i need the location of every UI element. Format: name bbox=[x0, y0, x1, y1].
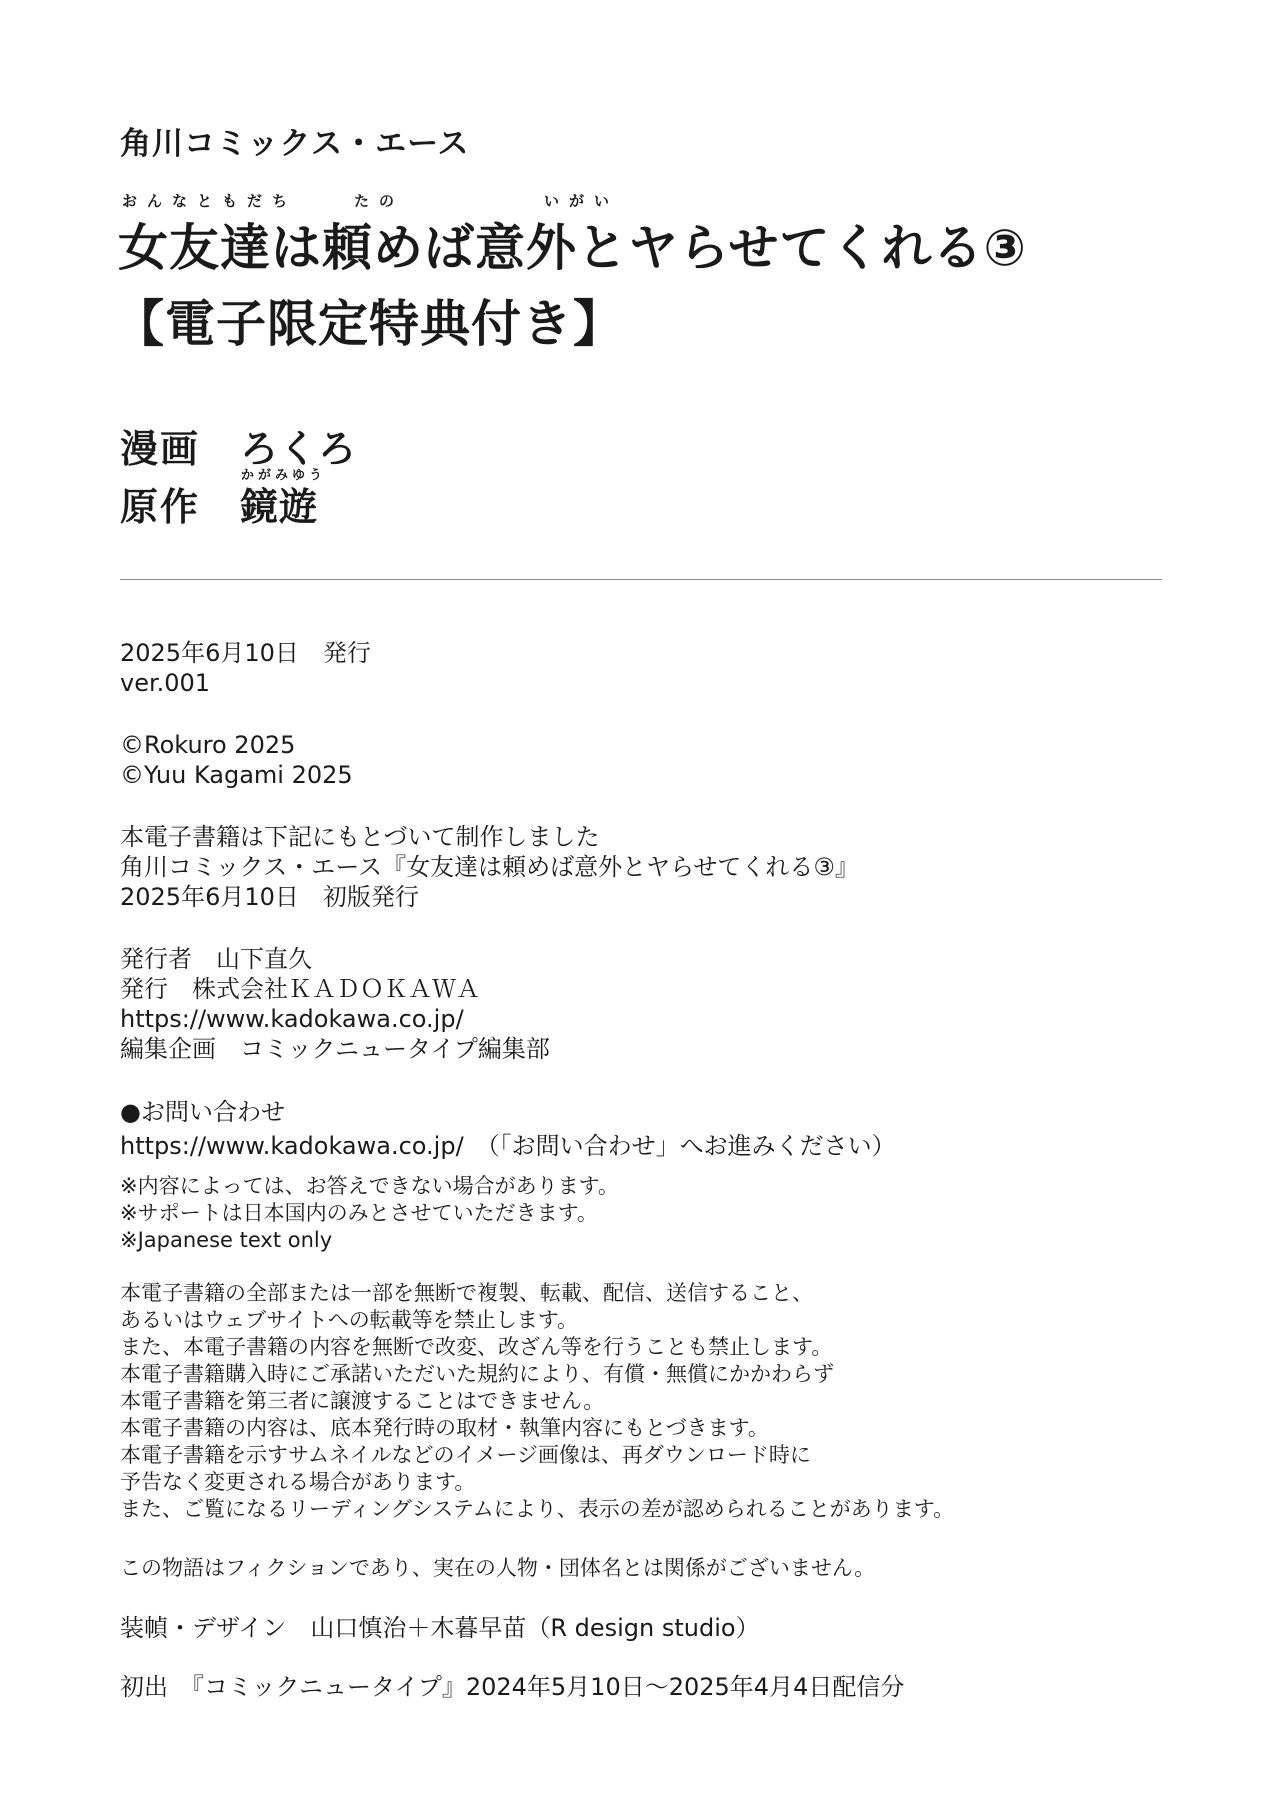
copyright-line: ©Rokuro 2025 bbox=[120, 731, 296, 759]
contact-heading: ●お問い合わせ bbox=[120, 1098, 285, 1126]
source-block bbox=[120, 822, 859, 912]
fiction-notice: この物語はフィクションであり、実在の人物・団体名とは関係がございません。 bbox=[120, 1556, 876, 1580]
contact-note: ※内容によっては、お答えできない場合があります。 bbox=[120, 1174, 619, 1198]
legal-line: 予告なく変更される場合があります。 bbox=[120, 1470, 476, 1494]
story-author-name: 鏡遊 bbox=[240, 485, 319, 529]
series-name: 角川コミックス・エース bbox=[120, 126, 470, 162]
publisher-line: 発行 株式会社ＫＡＤＯＫＡＷＡ bbox=[120, 975, 480, 1003]
copyright-line: ©Yuu Kagami 2025 bbox=[120, 761, 353, 789]
legal-notice bbox=[120, 1280, 954, 1523]
manga-artist-name: ろくろ bbox=[240, 427, 358, 471]
legal-line: 本電子書籍の全部または一部を無断で複製、転載、配信、送信すること、 bbox=[120, 1281, 813, 1305]
book-subtitle: 【電子限定特典付き】 bbox=[114, 295, 624, 353]
publication-block bbox=[120, 638, 371, 698]
publisher-block bbox=[120, 944, 550, 1064]
legal-line: あるいはウェブサイトへの転載等を禁止します。 bbox=[120, 1308, 579, 1332]
legal-line: 本電子書籍を示すサムネイルなどのイメージ画像は、再ダウンロード時に bbox=[120, 1443, 811, 1467]
legal-line: また、本電子書籍の内容を無断で改変、改ざん等を行うことも禁止します。 bbox=[120, 1335, 833, 1359]
design-credit: 装幀・デザイン 山口慎治＋木暮早苗（R design studio） bbox=[120, 1614, 760, 1642]
publisher-line: 編集企画 コミックニュータイプ編集部 bbox=[120, 1035, 550, 1063]
title-ruby-igai: いがい bbox=[544, 192, 620, 210]
legal-line: また、ご覧になるリーディングシステムにより、表示の差が認められることがあります。 bbox=[120, 1497, 955, 1521]
source-line: 角川コミックス・エース『女友達は頼めば意外とヤらせてくれる③』 bbox=[120, 853, 859, 881]
story-role-label: 原作 bbox=[120, 485, 201, 529]
version-label: ver.001 bbox=[120, 669, 211, 697]
author-name-ruby: かがみゆう bbox=[241, 468, 327, 483]
contact-note: ※サポートは日本国内のみとさせていただきます。 bbox=[120, 1201, 598, 1225]
title-ruby-onnatomodachi: おんなともだち bbox=[122, 192, 298, 210]
book-title: 女友達は頼めば意外とヤらせてくれる③ bbox=[118, 219, 1027, 277]
contact-url-line: https://www.kadokawa.co.jp/ （「お問い合わせ」へお進みください） bbox=[120, 1132, 896, 1160]
legal-line: 本電子書籍購入時にご承諾いただいた規約により、有償・無償にかかわらず bbox=[120, 1362, 834, 1386]
source-line: 2025年6月10日 初版発行 bbox=[120, 883, 419, 911]
publisher-url: https://www.kadokawa.co.jp/ bbox=[120, 1005, 464, 1033]
publisher-line: 発行者 山下直久 bbox=[120, 945, 312, 973]
contact-notes bbox=[120, 1173, 619, 1254]
section-divider bbox=[120, 579, 1162, 580]
contact-block bbox=[120, 1097, 896, 1161]
title-ruby bbox=[122, 190, 822, 210]
contact-note: ※Japanese text only bbox=[120, 1228, 333, 1252]
first-appearance: 初出 『コミックニュータイプ』2024年5月10日～2025年4月4日配信分 bbox=[120, 1673, 905, 1701]
publication-date: 2025年6月10日 発行 bbox=[120, 639, 371, 667]
source-line: 本電子書籍は下記にもとづいて制作しました bbox=[120, 823, 600, 851]
legal-line: 本電子書籍を第三者に譲渡することはできません。 bbox=[120, 1389, 605, 1413]
manga-role-label: 漫画 bbox=[120, 427, 201, 471]
title-ruby-tano: たの bbox=[354, 192, 405, 210]
copyright-block bbox=[120, 730, 353, 790]
legal-line: 本電子書籍の内容は、底本発行時の取材・執筆内容にもとづきます。 bbox=[120, 1416, 769, 1440]
